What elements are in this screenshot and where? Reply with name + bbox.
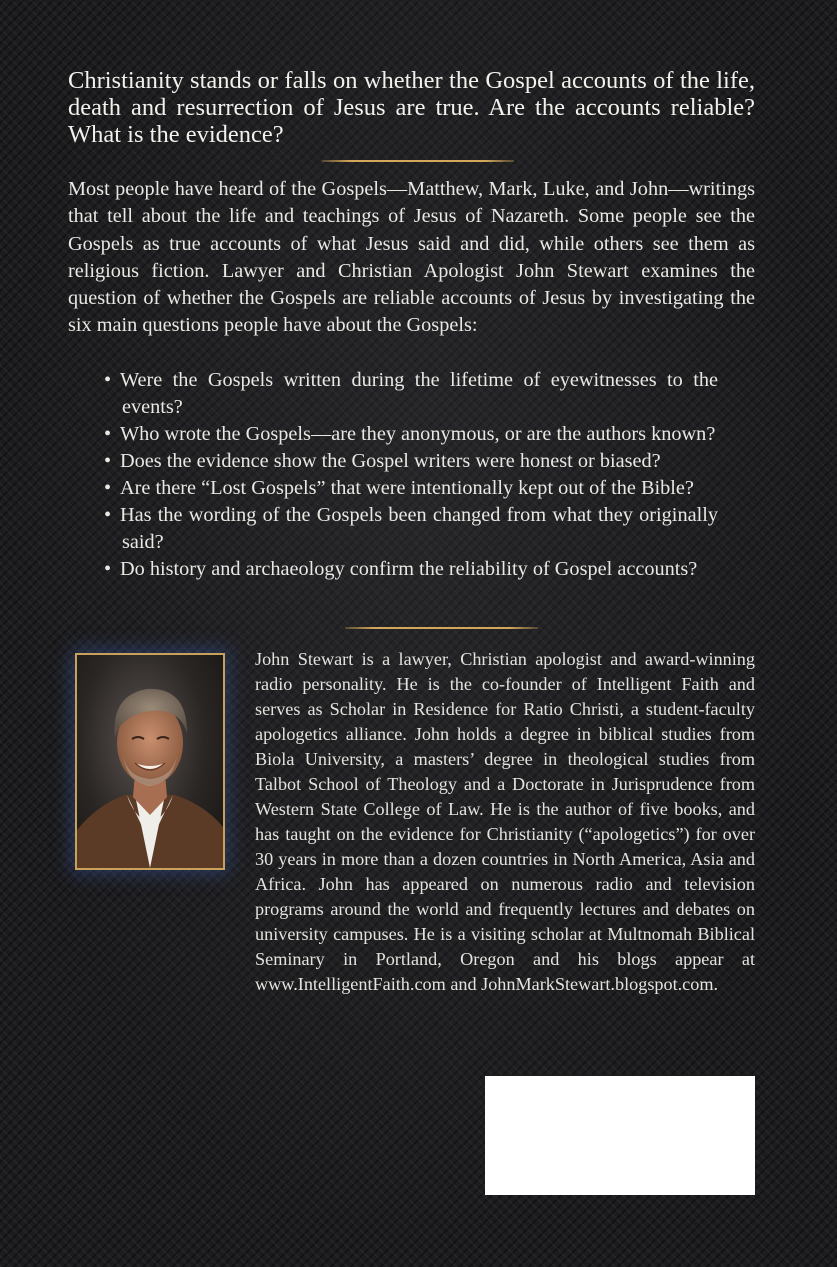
bullet-icon: • (104, 369, 112, 391)
question-item: • Are there “Lost Gospels” that were intentionally kept out of the Bible? (104, 475, 718, 502)
author-photo (75, 653, 225, 870)
question-item: • Do history and archaeology confirm the reliability of Gospel accounts? (104, 556, 718, 583)
bullet-icon: • (104, 504, 112, 526)
author-bio (255, 647, 755, 997)
book-description: Most people have heard of the Gospels—Matthew, Mark, Luke, and John—writings that tell about the life and teachings of Jesus of Nazareth. Some people see the Gospels as true accounts of what Jesus said and did, while others see them as religious fiction. Lawyer and Christian Apologist John Stewart examines the question of whether the Gospels are reliable accounts of Jesus by investigating the six main questions people have about the Gospels: (68, 178, 755, 337)
question-item: • Who wrote the Gospels—are they anonymous, or are the authors known? (104, 421, 718, 448)
author-portrait-icon (77, 655, 223, 868)
gold-divider-top (322, 160, 514, 162)
question-item: • Has the wording of the Gospels been changed from what they originally said? (104, 504, 718, 553)
question-item: • Were the Gospels written during the lifetime of eyewitnesses to the events? (104, 369, 718, 418)
bullet-icon: • (104, 450, 112, 472)
lead-question: Christianity stands or falls on whether the Gospel accounts of the life, death and resurrection of Jesus are true. Are the accounts reliable? What is the evidence? (68, 67, 755, 148)
bullet-icon: • (104, 477, 112, 499)
bullet-icon: • (104, 423, 112, 445)
bullet-icon: • (104, 558, 112, 580)
intelligent-faith-link: www.IntelligentFaith.com (255, 974, 446, 994)
bio-conjunction: and (450, 974, 477, 994)
barcode-area (485, 1076, 755, 1195)
question-item: • Does the evidence show the Gospel writers were honest or biased? (104, 448, 718, 475)
question-list (104, 367, 718, 583)
gold-divider-bottom (345, 627, 538, 629)
blog-link: JohnMarkStewart.blogspot.com. (481, 974, 719, 994)
author-bio-text: John Stewart is a lawyer, Christian apologist and award-winning radio personality. He is the co-founder of Intelligent Faith and serves as Scholar in Residence for Ratio Christi, a student-faculty apologetics alliance. John holds a degree in biblical studies from Biola University, a masters’ degree in theological studies from Talbot School of Theology and a Doctorate in Jurisprudence from Western State College of Law. He is the author of five books, and has taught on the evidence for Christianity (“apologetics”) for over 30 years in more than a dozen countries in North America, Asia and Africa. John has appeared on numerous radio and television programs around the world and frequently lectures and debates on university campuses. He is a visiting scholar at Multnomah Biblical Seminary in Portland, Oregon and his blogs appear at (255, 649, 755, 969)
